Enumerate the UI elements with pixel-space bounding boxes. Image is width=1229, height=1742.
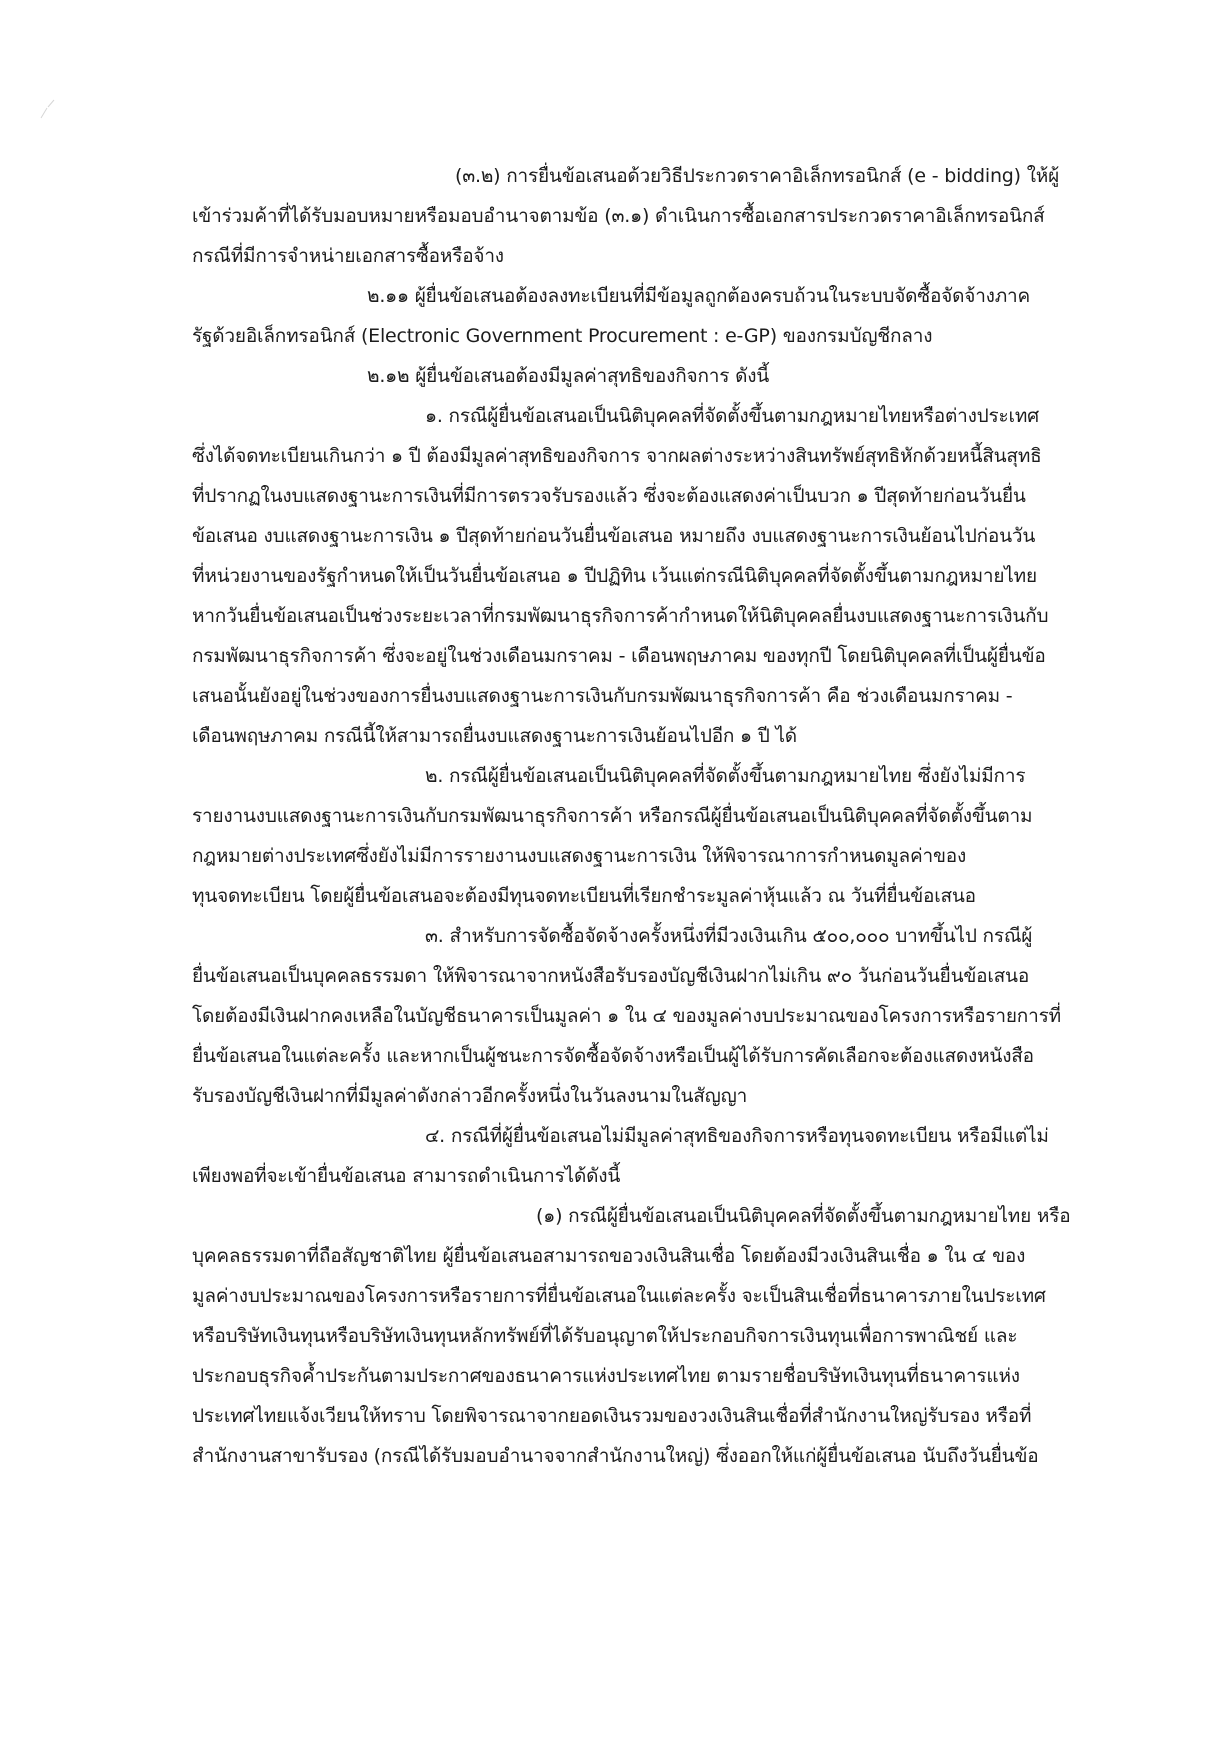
clause-2-11-line-2: รัฐด้วยอิเล็กทรอนิกส์ (Electronic Government Procurement : e-GP) ของกรมบัญชีกลาง <box>192 325 933 347</box>
item-1-line-1: ๑. กรณีผู้ยื่นข้อเสนอเป็นนิติบุคคลที่จัดตั้งขึ้นตามกฎหมายไทยหรือต่างประเทศ <box>425 405 1040 427</box>
item-1-line-2: ซึ่งได้จดทะเบียนเกินกว่า ๑ ปี ต้องมีมูลค่าสุทธิของกิจการ จากผลต่างระหว่างสินทรัพย์สุทธิหักด้วยหนี้สินสุทธิ <box>192 445 1042 467</box>
item-4-1-line-4: หรือบริษัทเงินทุนหรือบริษัทเงินทุนหลักทรัพย์ที่ได้รับอนุญาตให้ประกอบกิจการเงินทุนเพื่อการพาณิชย์ และ <box>192 1325 1018 1347</box>
item-4-1-line-7: สำนักงานสาขารับรอง (กรณีได้รับมอบอำนาจจากสำนักงานใหญ่) ซึ่งออกให้แก่ผู้ยื่นข้อเสนอ นับถึงวันยื่นข้อ <box>192 1445 1039 1467</box>
item-1-line-8: เสนอนั้นยังอยู่ในช่วงของการยื่นงบแสดงฐานะการเงินกับกรมพัฒนาธุรกิจการค้า คือ ช่วงเดือนมกราคม - <box>192 685 1013 707</box>
item-4-1-line-6: ประเทศไทยแจ้งเวียนให้ทราบ โดยพิจารณาจากยอดเงินรวมของวงเงินสินเชื่อที่สำนักงานใหญ่รับรอง หรือที่ <box>192 1405 1032 1427</box>
item-2-line-2: รายงานงบแสดงฐานะการเงินกับกรมพัฒนาธุรกิจการค้า หรือกรณีผู้ยื่นข้อเสนอเป็นนิติบุคคลที่จัดตั้งขึ้นตาม <box>192 805 1033 827</box>
paragraph-3-2-line-3: กรณีที่มีการจำหน่ายเอกสารซื้อหรือจ้าง <box>192 245 504 267</box>
item-1-line-3: ที่ปรากฏในงบแสดงฐานะการเงินที่มีการตรวจรับรองแล้ว ซึ่งจะต้องแสดงค่าเป็นบวก ๑ ปีสุดท้ายก่อนวันยื่น <box>192 485 1026 507</box>
item-2-line-3: กฎหมายต่างประเทศซึ่งยังไม่มีการรายงานงบแสดงฐานะการเงิน ให้พิจารณาการกำหนดมูลค่าของ <box>192 845 967 867</box>
item-3-line-3: โดยต้องมีเงินฝากคงเหลือในบัญชีธนาคารเป็นมูลค่า ๑ ใน ๔ ของมูลค่างบประมาณของโครงการหรือรายการที่ <box>192 1005 1061 1027</box>
item-1-line-9: เดือนพฤษภาคม กรณีนี้ให้สามารถยื่นงบแสดงฐานะการเงินย้อนไปอีก ๑ ปี ได้ <box>192 725 797 747</box>
clause-2-12-heading: ๒.๑๒ ผู้ยื่นข้อเสนอต้องมีมูลค่าสุทธิของกิจการ ดังนี้ <box>367 365 770 387</box>
item-3-line-2: ยื่นข้อเสนอเป็นบุคคลธรรมดา ให้พิจารณาจากหนังสือรับรองบัญชีเงินฝากไม่เกิน ๙๐ วันก่อนวันยื่นข้อเสนอ <box>192 965 1030 987</box>
item-4-line-1: ๔. กรณีที่ผู้ยื่นข้อเสนอไม่มีมูลค่าสุทธิของกิจการหรือทุนจดทะเบียน หรือมีแต่ไม่ <box>425 1125 1049 1147</box>
item-3-line-4: ยื่นข้อเสนอในแต่ละครั้ง และหากเป็นผู้ชนะการจัดซื้อจัดจ้างหรือเป็นผู้ได้รับการคัดเลือกจะต้องแสดงหนังสือ <box>192 1045 1034 1067</box>
item-4-line-2: เพียงพอที่จะเข้ายื่นข้อเสนอ สามารถดำเนินการได้ดังนี้ <box>192 1165 621 1187</box>
scan-speck-icon <box>38 96 60 122</box>
item-4-1-line-3: มูลค่างบประมาณของโครงการหรือรายการที่ยื่นข้อเสนอในแต่ละครั้ง จะเป็นสินเชื่อที่ธนาคารภายในประเทศ <box>192 1285 1046 1307</box>
item-3-line-1: ๓. สำหรับการจัดซื้อจัดจ้างครั้งหนึ่งที่มีวงเงินเกิน ๕๐๐,๐๐๐ บาทขึ้นไป กรณีผู้ <box>425 925 1033 947</box>
clause-2-11-heading: ๒.๑๑ ผู้ยื่นข้อเสนอต้องลงทะเบียนที่มีข้อมูลถูกต้องครบถ้วนในระบบจัดซื้อจัดจ้างภาค <box>367 285 1031 307</box>
item-2-line-1: ๒. กรณีผู้ยื่นข้อเสนอเป็นนิติบุคคลที่จัดตั้งขึ้นตามกฎหมายไทย ซึ่งยังไม่มีการ <box>425 765 1026 787</box>
item-1-line-6: หากวันยื่นข้อเสนอเป็นช่วงระยะเวลาที่กรมพัฒนาธุรกิจการค้ากำหนดให้นิติบุคคลยื่นงบแสดงฐานะการเงินกับ <box>192 605 1049 627</box>
item-4-1-line-5: ประกอบธุรกิจค้ำประกันตามประกาศของธนาคารแห่งประเทศไทย ตามรายชื่อบริษัทเงินทุนที่ธนาคารแห่ง <box>192 1365 1020 1387</box>
item-1-line-4: ข้อเสนอ งบแสดงฐานะการเงิน ๑ ปีสุดท้ายก่อนวันยื่นข้อเสนอ หมายถึง งบแสดงฐานะการเงินย้อนไปก่อนวัน <box>192 525 1036 547</box>
item-2-line-4: ทุนจดทะเบียน โดยผู้ยื่นข้อเสนอจะต้องมีทุนจดทะเบียนที่เรียกชำระมูลค่าหุ้นแล้ว ณ วันที่ยื่นข้อเสนอ <box>192 885 976 907</box>
item-3-line-5: รับรองบัญชีเงินฝากที่มีมูลค่าดังกล่าวอีกครั้งหนึ่งในวันลงนามในสัญญา <box>192 1085 748 1107</box>
item-4-1-line-1: (๑) กรณีผู้ยื่นข้อเสนอเป็นนิติบุคคลที่จัดตั้งขึ้นตามกฎหมายไทย หรือ <box>536 1205 1071 1227</box>
item-1-line-7: กรมพัฒนาธุรกิจการค้า ซึ่งจะอยู่ในช่วงเดือนมกราคม - เดือนพฤษภาคม ของทุกปี โดยนิติบุคคลที่เป็นผู้ยื่นข้อ <box>192 645 1046 667</box>
item-4-1-line-2: บุคคลธรรมดาที่ถือสัญชาติไทย ผู้ยื่นข้อเสนอสามารถขอวงเงินสินเชื่อ โดยต้องมีวงเงินสินเชื่อ ๑ ใน ๔ ของ <box>192 1245 1026 1267</box>
item-1-line-5: ที่หน่วยงานของรัฐกำหนดให้เป็นวันยื่นข้อเสนอ ๑ ปีปฏิทิน เว้นแต่กรณีนิติบุคคลที่จัดตั้งขึ้นตามกฎหมายไทย <box>192 565 1037 587</box>
paragraph-3-2-line-2: เข้าร่วมค้าที่ได้รับมอบหมายหรือมอบอำนาจตามข้อ (๓.๑) ดำเนินการซื้อเอกสารประกวดราคาอิเล็กทรอนิกส์ <box>192 205 1045 227</box>
paragraph-3-2-line-1: (๓.๒) การยื่นข้อเสนอด้วยวิธีประกวดราคาอิเล็กทรอนิกส์ (e - bidding) ให้ผู้ <box>455 165 1060 187</box>
